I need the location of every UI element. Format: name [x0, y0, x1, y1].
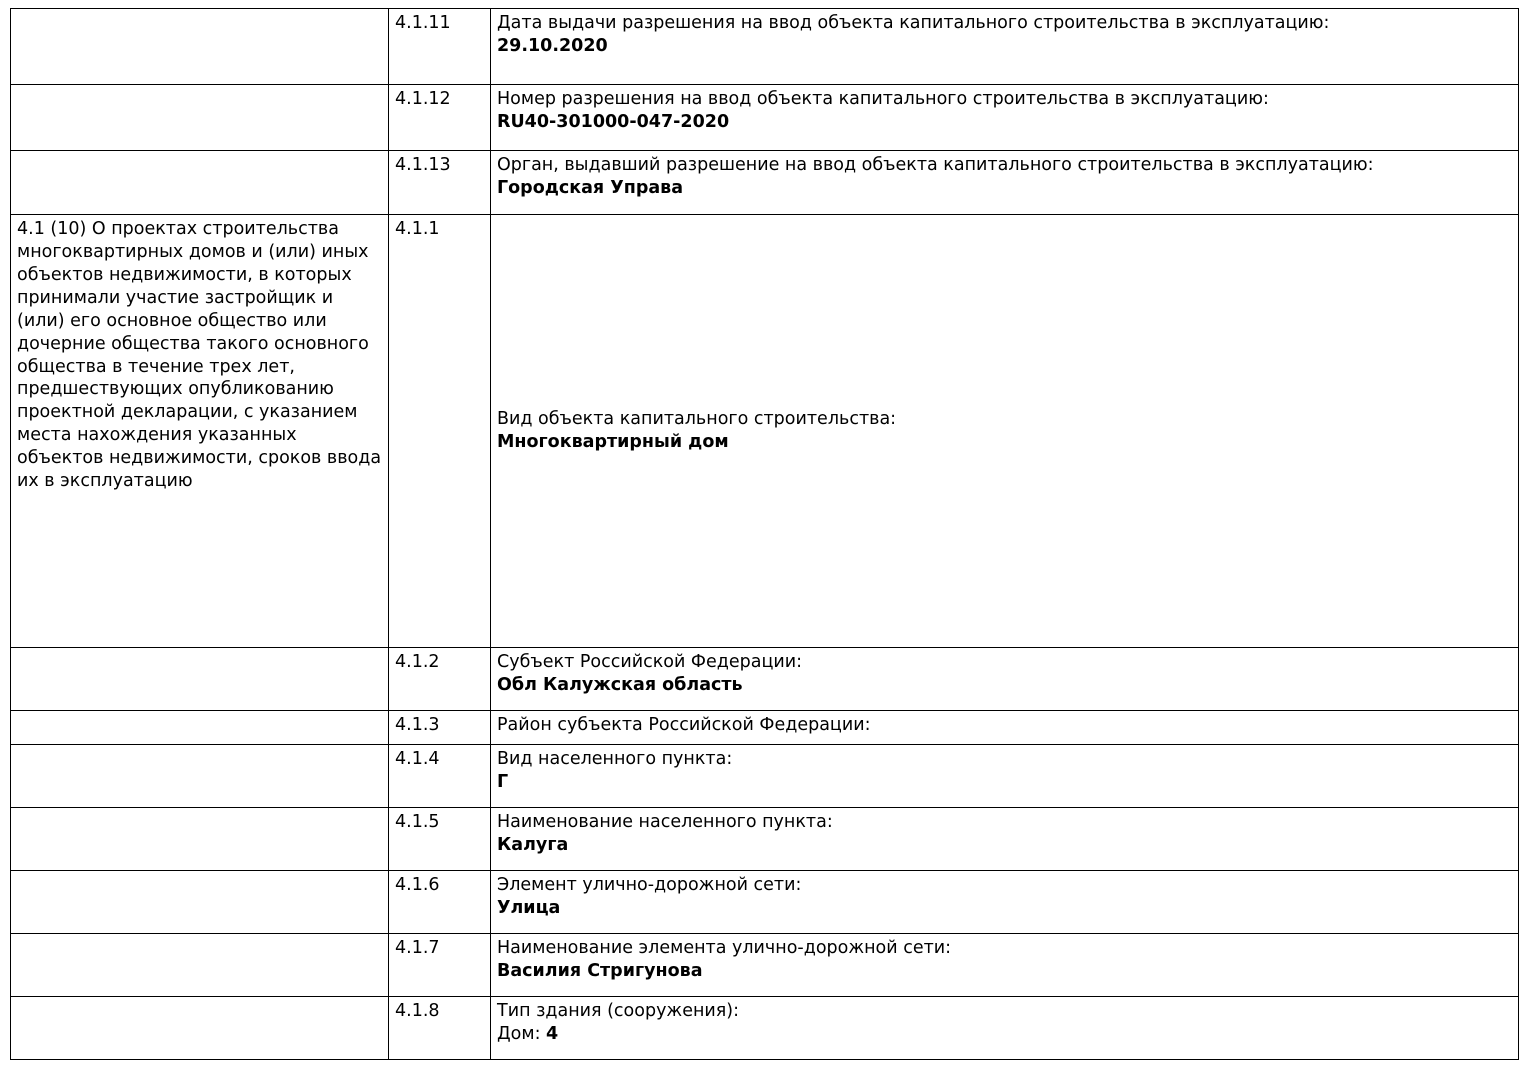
table-row: [11, 215, 1519, 648]
row-section-cell: [11, 997, 389, 1060]
row-body-cell: [491, 997, 1519, 1060]
table-row: [11, 871, 1519, 934]
row-number-cell: [389, 871, 491, 934]
row-section-cell: [11, 808, 389, 871]
row-number-cell: [389, 745, 491, 808]
row-number-cell: [389, 151, 491, 215]
row-body-cell: [491, 808, 1519, 871]
row-body-cell: [491, 85, 1519, 151]
row-label: Вид объекта капитального строительства:: [497, 408, 897, 429]
table-row: [11, 9, 1519, 85]
row-section-cell: [11, 934, 389, 997]
row-body-cell: [491, 9, 1519, 85]
row-section-cell: [11, 85, 389, 151]
row-body-cell: [491, 934, 1519, 997]
row-number-text: 4.1.12: [395, 89, 451, 109]
row-label: Субъект Российской Федерации:: [497, 652, 802, 672]
row-label: Орган, выдавший разрешение на ввод объекта капитального строительства в эксплуатацию:: [497, 155, 1374, 175]
row-value: Обл Калужская область: [497, 674, 743, 695]
row-number-cell: [389, 85, 491, 151]
row-value: 29.10.2020: [497, 35, 608, 56]
row-label: Вид населенного пункта:: [497, 749, 733, 769]
row-label: Наименование населенного пункта:: [497, 812, 833, 832]
row-section-cell: [11, 745, 389, 808]
row-value: Многоквартирный дом: [497, 431, 729, 452]
table-row: [11, 151, 1519, 215]
row-body-cell: [491, 711, 1519, 745]
table-row: [11, 997, 1519, 1060]
row-body-cell: [491, 648, 1519, 711]
row-value-prefix: Дом:: [497, 1023, 547, 1044]
table-row: [11, 934, 1519, 997]
declaration-table: [10, 8, 1519, 1060]
row-label: Наименование элемента улично-дорожной сети:: [497, 938, 952, 958]
row-value: Калуга: [497, 834, 569, 855]
row-section-cell: [11, 215, 389, 648]
row-label: Тип здания (сооружения):: [497, 1001, 740, 1021]
table-row: [11, 745, 1519, 808]
row-number-cell: [389, 934, 491, 997]
row-body-cell: [491, 871, 1519, 934]
row-number-text: 4.1.3: [395, 715, 440, 735]
row-value: Городская Управа: [497, 177, 684, 198]
row-number-cell: [389, 648, 491, 711]
row-section-cell: [11, 648, 389, 711]
row-value: 4: [546, 1023, 559, 1044]
row-value: RU40-301000-047-2020: [497, 111, 730, 132]
row-number-cell: [389, 215, 491, 648]
row-section-cell: [11, 151, 389, 215]
row-value-prefixed: [497, 1023, 1512, 1046]
table-row: [11, 85, 1519, 151]
row-label: Дата выдачи разрешения на ввод объекта капитального строительства в эксплуатацию:: [497, 13, 1330, 33]
row-value: Г: [497, 771, 509, 792]
row-number-text: 4.1.7: [395, 938, 440, 958]
row-number-text: 4.1.2: [395, 652, 440, 672]
row-number-cell: [389, 711, 491, 745]
declaration-table-body: [11, 9, 1519, 1060]
row-number-text: 4.1.11: [395, 13, 451, 33]
row-body-cell: [491, 745, 1519, 808]
row-section-cell: [11, 711, 389, 745]
row-number-cell: [389, 9, 491, 85]
table-row: [11, 648, 1519, 711]
row-value: Василия Стригунова: [497, 960, 703, 981]
row-number-text: 4.1.8: [395, 1001, 440, 1021]
row-section-text: 4.1 (10) О проектах строительства многоквартирных домов и (или) иных объектов недвижимости, в которых принимали участие застройщик и (или) его основное общество или дочерние общества такого основного общества в течение трех лет, предшествующих опубликованию проектной декларации, с указанием места нахождения указанных объектов недвижимости, сроков ввода их в эксплуатацию: [17, 219, 382, 492]
row-number-text: 4.1.13: [395, 155, 451, 175]
row-number-cell: [389, 808, 491, 871]
row-label: Номер разрешения на ввод объекта капитального строительства в эксплуатацию:: [497, 89, 1269, 109]
row-number-text: 4.1.1: [395, 219, 440, 239]
row-section-cell: [11, 9, 389, 85]
row-value: Улица: [497, 897, 561, 918]
row-number-text: 4.1.4: [395, 749, 440, 769]
row-body-cell: [491, 215, 1519, 648]
row-number-cell: [389, 997, 491, 1060]
table-row: [11, 808, 1519, 871]
row-label: Район субъекта Российской Федерации:: [497, 715, 871, 735]
row-body-cell: [491, 151, 1519, 215]
row-number-text: 4.1.5: [395, 812, 440, 832]
row-label: Элемент улично-дорожной сети:: [497, 875, 802, 895]
row-section-cell: [11, 871, 389, 934]
row-number-text: 4.1.6: [395, 875, 440, 895]
table-row: [11, 711, 1519, 745]
